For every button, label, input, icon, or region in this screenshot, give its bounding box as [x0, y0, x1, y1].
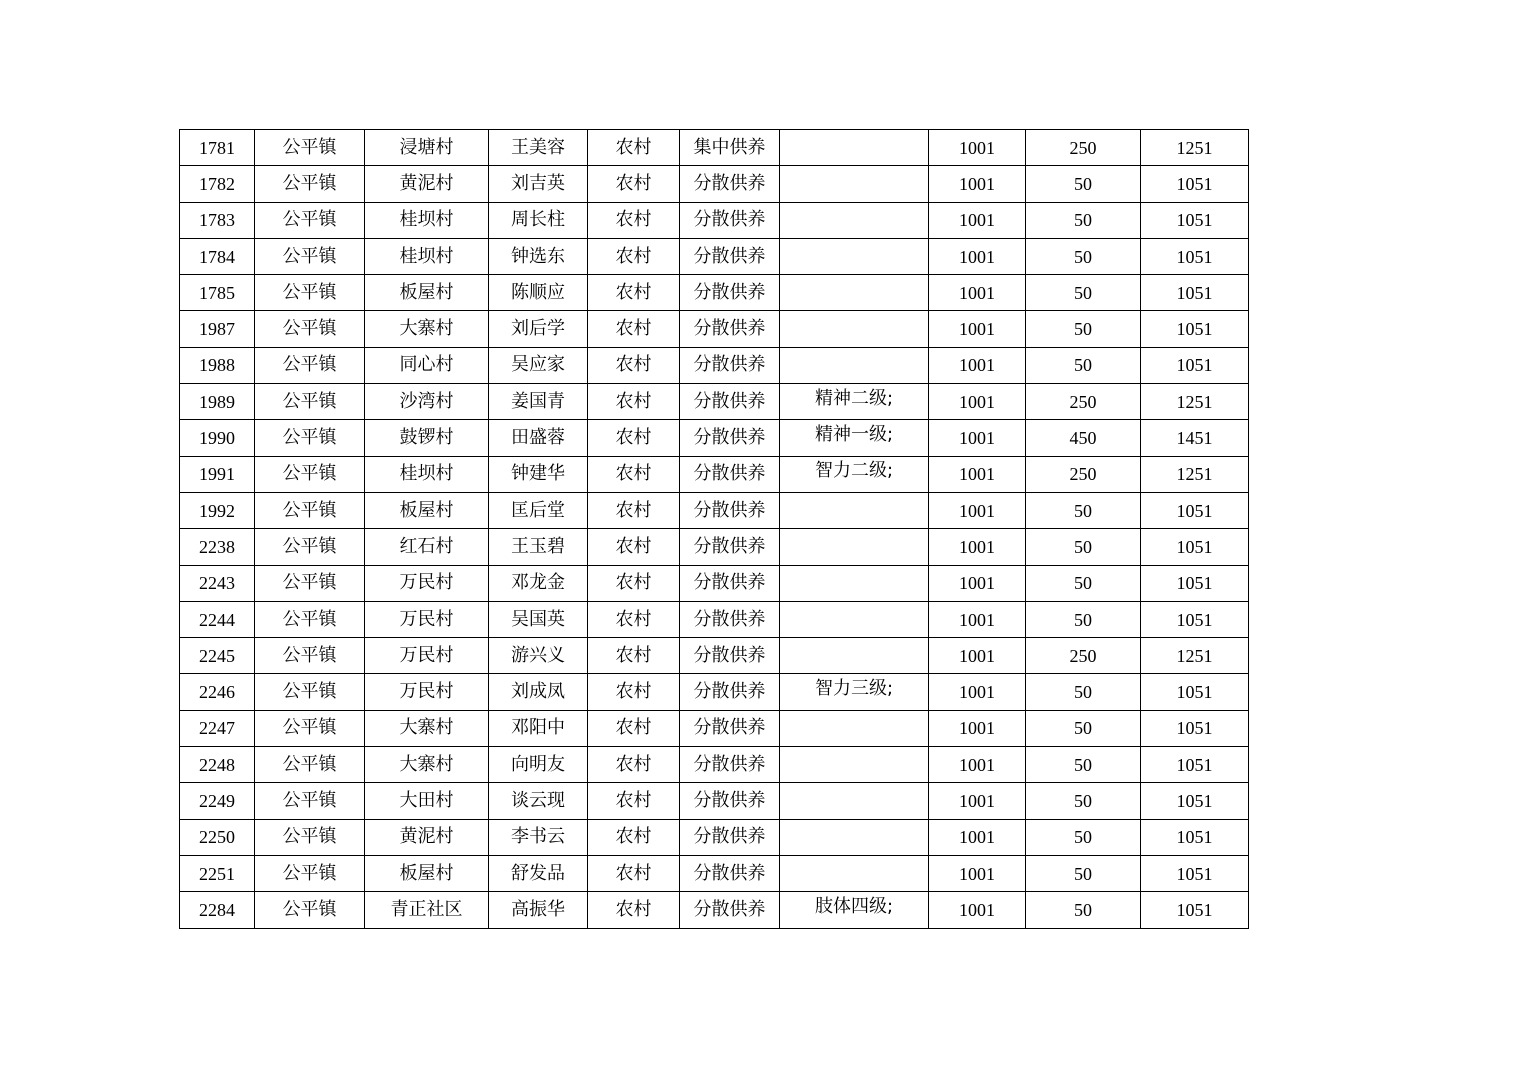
cell-total-amount: 1051	[1141, 275, 1249, 311]
cell-serial-number: 2247	[180, 710, 255, 746]
cell-support-type: 分散供养	[680, 202, 780, 238]
cell-serial-number: 1991	[180, 456, 255, 492]
cell-subsidy-amount: 50	[1026, 529, 1141, 565]
cell-total-amount: 1051	[1141, 892, 1249, 928]
roster-table	[179, 129, 1249, 929]
cell-township: 公平镇	[255, 565, 365, 601]
cell-base-amount: 1001	[929, 384, 1026, 420]
cell-village: 万民村	[365, 674, 489, 710]
cell-total-amount: 1251	[1141, 384, 1249, 420]
table-row	[180, 710, 1249, 746]
cell-base-amount: 1001	[929, 892, 1026, 928]
cell-township: 公平镇	[255, 674, 365, 710]
table-row	[180, 130, 1249, 166]
cell-village: 沙湾村	[365, 384, 489, 420]
cell-base-amount: 1001	[929, 166, 1026, 202]
cell-total-amount: 1051	[1141, 674, 1249, 710]
cell-household-type: 农村	[588, 638, 680, 674]
cell-name: 刘成凤	[489, 674, 588, 710]
cell-household-type: 农村	[588, 855, 680, 891]
cell-serial-number: 2251	[180, 855, 255, 891]
cell-township: 公平镇	[255, 710, 365, 746]
cell-serial-number: 2245	[180, 638, 255, 674]
cell-subsidy-amount: 50	[1026, 202, 1141, 238]
cell-township: 公平镇	[255, 166, 365, 202]
cell-township: 公平镇	[255, 384, 365, 420]
cell-subsidy-amount: 250	[1026, 130, 1141, 166]
table-row	[180, 347, 1249, 383]
cell-village: 浸塘村	[365, 130, 489, 166]
cell-support-type: 分散供养	[680, 529, 780, 565]
cell-total-amount: 1051	[1141, 855, 1249, 891]
cell-total-amount: 1051	[1141, 311, 1249, 347]
cell-household-type: 农村	[588, 347, 680, 383]
cell-household-type: 农村	[588, 747, 680, 783]
table-row	[180, 565, 1249, 601]
cell-base-amount: 1001	[929, 202, 1026, 238]
cell-township: 公平镇	[255, 347, 365, 383]
cell-disability-note	[780, 130, 929, 166]
cell-serial-number: 1783	[180, 202, 255, 238]
cell-support-type: 分散供养	[680, 565, 780, 601]
cell-support-type: 分散供养	[680, 674, 780, 710]
cell-village: 青正社区	[365, 892, 489, 928]
cell-name: 王玉碧	[489, 529, 588, 565]
cell-serial-number: 2250	[180, 819, 255, 855]
cell-township: 公平镇	[255, 892, 365, 928]
cell-total-amount: 1051	[1141, 492, 1249, 528]
cell-village: 万民村	[365, 638, 489, 674]
cell-disability-note	[780, 601, 929, 637]
cell-support-type: 分散供养	[680, 420, 780, 456]
cell-village: 大田村	[365, 783, 489, 819]
cell-name: 姜国青	[489, 384, 588, 420]
cell-total-amount: 1051	[1141, 747, 1249, 783]
cell-serial-number: 2248	[180, 747, 255, 783]
cell-support-type: 分散供养	[680, 783, 780, 819]
cell-disability-note	[780, 420, 929, 456]
cell-base-amount: 1001	[929, 275, 1026, 311]
disability-note-text: 智力二级;	[814, 460, 894, 482]
cell-township: 公平镇	[255, 202, 365, 238]
cell-disability-note	[780, 674, 929, 710]
cell-village: 鼓锣村	[365, 420, 489, 456]
cell-subsidy-amount: 50	[1026, 565, 1141, 601]
cell-subsidy-amount: 50	[1026, 166, 1141, 202]
table-row	[180, 819, 1249, 855]
cell-support-type: 分散供养	[680, 166, 780, 202]
cell-name: 李书云	[489, 819, 588, 855]
cell-household-type: 农村	[588, 384, 680, 420]
cell-base-amount: 1001	[929, 529, 1026, 565]
cell-village: 红石村	[365, 529, 489, 565]
cell-township: 公平镇	[255, 783, 365, 819]
cell-subsidy-amount: 50	[1026, 347, 1141, 383]
cell-disability-note	[780, 783, 929, 819]
cell-base-amount: 1001	[929, 347, 1026, 383]
cell-name: 钟建华	[489, 456, 588, 492]
cell-name: 陈顺应	[489, 275, 588, 311]
cell-subsidy-amount: 50	[1026, 311, 1141, 347]
cell-serial-number: 1785	[180, 275, 255, 311]
cell-name: 游兴义	[489, 638, 588, 674]
cell-serial-number: 1987	[180, 311, 255, 347]
cell-support-type: 分散供养	[680, 601, 780, 637]
cell-disability-note	[780, 456, 929, 492]
cell-total-amount: 1051	[1141, 710, 1249, 746]
cell-base-amount: 1001	[929, 420, 1026, 456]
cell-township: 公平镇	[255, 747, 365, 783]
cell-name: 刘后学	[489, 311, 588, 347]
cell-total-amount: 1051	[1141, 238, 1249, 274]
cell-subsidy-amount: 450	[1026, 420, 1141, 456]
table-row	[180, 238, 1249, 274]
cell-disability-note	[780, 311, 929, 347]
cell-support-type: 分散供养	[680, 892, 780, 928]
cell-base-amount: 1001	[929, 130, 1026, 166]
table-row	[180, 384, 1249, 420]
cell-support-type: 分散供养	[680, 819, 780, 855]
cell-support-type: 分散供养	[680, 638, 780, 674]
cell-township: 公平镇	[255, 275, 365, 311]
cell-name: 邓龙金	[489, 565, 588, 601]
cell-subsidy-amount: 50	[1026, 855, 1141, 891]
cell-disability-note	[780, 492, 929, 528]
table-row	[180, 747, 1249, 783]
disability-note-text: 智力三级;	[814, 678, 894, 700]
cell-disability-note	[780, 819, 929, 855]
cell-total-amount: 1251	[1141, 130, 1249, 166]
cell-total-amount: 1051	[1141, 529, 1249, 565]
cell-village: 板屋村	[365, 855, 489, 891]
cell-subsidy-amount: 50	[1026, 747, 1141, 783]
cell-subsidy-amount: 50	[1026, 710, 1141, 746]
cell-township: 公平镇	[255, 855, 365, 891]
cell-township: 公平镇	[255, 456, 365, 492]
cell-support-type: 分散供养	[680, 855, 780, 891]
roster-table-body	[180, 130, 1249, 929]
cell-disability-note	[780, 238, 929, 274]
cell-base-amount: 1001	[929, 311, 1026, 347]
disability-note-text: 肢体四级;	[814, 895, 894, 917]
cell-serial-number: 1990	[180, 420, 255, 456]
cell-subsidy-amount: 50	[1026, 275, 1141, 311]
cell-base-amount: 1001	[929, 674, 1026, 710]
cell-serial-number: 2246	[180, 674, 255, 710]
cell-village: 桂坝村	[365, 202, 489, 238]
cell-name: 周长柱	[489, 202, 588, 238]
cell-village: 桂坝村	[365, 238, 489, 274]
cell-village: 大寨村	[365, 710, 489, 746]
cell-household-type: 农村	[588, 492, 680, 528]
cell-serial-number: 2243	[180, 565, 255, 601]
table-row	[180, 202, 1249, 238]
cell-name: 邓阳中	[489, 710, 588, 746]
cell-name: 吴应家	[489, 347, 588, 383]
cell-total-amount: 1051	[1141, 783, 1249, 819]
cell-support-type: 分散供养	[680, 384, 780, 420]
cell-total-amount: 1051	[1141, 347, 1249, 383]
cell-household-type: 农村	[588, 710, 680, 746]
cell-disability-note	[780, 638, 929, 674]
table-row	[180, 783, 1249, 819]
cell-base-amount: 1001	[929, 710, 1026, 746]
cell-name: 钟选东	[489, 238, 588, 274]
cell-serial-number: 1781	[180, 130, 255, 166]
cell-disability-note	[780, 166, 929, 202]
cell-township: 公平镇	[255, 638, 365, 674]
cell-household-type: 农村	[588, 275, 680, 311]
cell-household-type: 农村	[588, 601, 680, 637]
cell-serial-number: 2284	[180, 892, 255, 928]
cell-subsidy-amount: 50	[1026, 892, 1141, 928]
table-row	[180, 855, 1249, 891]
cell-support-type: 分散供养	[680, 238, 780, 274]
cell-base-amount: 1001	[929, 492, 1026, 528]
cell-subsidy-amount: 250	[1026, 638, 1141, 674]
cell-township: 公平镇	[255, 311, 365, 347]
cell-name: 刘吉英	[489, 166, 588, 202]
cell-name: 高振华	[489, 892, 588, 928]
cell-township: 公平镇	[255, 420, 365, 456]
cell-village: 万民村	[365, 565, 489, 601]
cell-disability-note	[780, 710, 929, 746]
cell-subsidy-amount: 250	[1026, 384, 1141, 420]
cell-household-type: 农村	[588, 166, 680, 202]
cell-household-type: 农村	[588, 819, 680, 855]
cell-base-amount: 1001	[929, 638, 1026, 674]
cell-village: 大寨村	[365, 311, 489, 347]
cell-support-type: 分散供养	[680, 275, 780, 311]
cell-village: 板屋村	[365, 275, 489, 311]
cell-village: 黄泥村	[365, 166, 489, 202]
table-row	[180, 311, 1249, 347]
cell-name: 向明友	[489, 747, 588, 783]
cell-total-amount: 1051	[1141, 565, 1249, 601]
cell-base-amount: 1001	[929, 855, 1026, 891]
cell-total-amount: 1051	[1141, 202, 1249, 238]
cell-base-amount: 1001	[929, 783, 1026, 819]
cell-subsidy-amount: 50	[1026, 492, 1141, 528]
cell-township: 公平镇	[255, 601, 365, 637]
cell-disability-note	[780, 565, 929, 601]
cell-support-type: 分散供养	[680, 492, 780, 528]
cell-village: 同心村	[365, 347, 489, 383]
cell-total-amount: 1051	[1141, 819, 1249, 855]
cell-subsidy-amount: 50	[1026, 783, 1141, 819]
table-row	[180, 456, 1249, 492]
cell-household-type: 农村	[588, 529, 680, 565]
cell-household-type: 农村	[588, 783, 680, 819]
table-row	[180, 275, 1249, 311]
cell-village: 万民村	[365, 601, 489, 637]
cell-total-amount: 1451	[1141, 420, 1249, 456]
table-row	[180, 166, 1249, 202]
cell-disability-note	[780, 855, 929, 891]
cell-base-amount: 1001	[929, 601, 1026, 637]
table-row	[180, 892, 1249, 928]
cell-name: 王美容	[489, 130, 588, 166]
cell-total-amount: 1051	[1141, 601, 1249, 637]
cell-household-type: 农村	[588, 456, 680, 492]
cell-subsidy-amount: 250	[1026, 456, 1141, 492]
cell-base-amount: 1001	[929, 456, 1026, 492]
cell-household-type: 农村	[588, 674, 680, 710]
cell-name: 匡后堂	[489, 492, 588, 528]
cell-township: 公平镇	[255, 130, 365, 166]
cell-total-amount: 1051	[1141, 166, 1249, 202]
disability-note-text: 精神二级;	[814, 387, 894, 409]
table-row	[180, 529, 1249, 565]
cell-serial-number: 1782	[180, 166, 255, 202]
cell-township: 公平镇	[255, 529, 365, 565]
cell-village: 黄泥村	[365, 819, 489, 855]
cell-base-amount: 1001	[929, 747, 1026, 783]
table-row	[180, 674, 1249, 710]
cell-serial-number: 1989	[180, 384, 255, 420]
cell-household-type: 农村	[588, 202, 680, 238]
cell-household-type: 农村	[588, 238, 680, 274]
cell-serial-number: 1784	[180, 238, 255, 274]
cell-disability-note	[780, 275, 929, 311]
cell-support-type: 分散供养	[680, 747, 780, 783]
cell-subsidy-amount: 50	[1026, 238, 1141, 274]
cell-village: 大寨村	[365, 747, 489, 783]
cell-subsidy-amount: 50	[1026, 601, 1141, 637]
cell-support-type: 分散供养	[680, 347, 780, 383]
cell-serial-number: 1988	[180, 347, 255, 383]
cell-total-amount: 1251	[1141, 456, 1249, 492]
cell-household-type: 农村	[588, 311, 680, 347]
cell-village: 板屋村	[365, 492, 489, 528]
cell-name: 谈云现	[489, 783, 588, 819]
cell-disability-note	[780, 529, 929, 565]
cell-name: 舒发品	[489, 855, 588, 891]
cell-disability-note	[780, 747, 929, 783]
cell-household-type: 农村	[588, 130, 680, 166]
cell-disability-note	[780, 347, 929, 383]
cell-name: 田盛蓉	[489, 420, 588, 456]
cell-name: 吴国英	[489, 601, 588, 637]
cell-base-amount: 1001	[929, 238, 1026, 274]
cell-township: 公平镇	[255, 819, 365, 855]
cell-household-type: 农村	[588, 420, 680, 456]
cell-support-type: 集中供养	[680, 130, 780, 166]
cell-disability-note	[780, 202, 929, 238]
cell-village: 桂坝村	[365, 456, 489, 492]
cell-support-type: 分散供养	[680, 311, 780, 347]
cell-total-amount: 1251	[1141, 638, 1249, 674]
cell-disability-note	[780, 384, 929, 420]
table-row	[180, 492, 1249, 528]
cell-support-type: 分散供养	[680, 456, 780, 492]
table-row	[180, 601, 1249, 637]
cell-serial-number: 2238	[180, 529, 255, 565]
cell-disability-note	[780, 892, 929, 928]
cell-serial-number: 1992	[180, 492, 255, 528]
cell-serial-number: 2249	[180, 783, 255, 819]
cell-serial-number: 2244	[180, 601, 255, 637]
disability-note-text: 精神一级;	[814, 424, 894, 446]
cell-subsidy-amount: 50	[1026, 819, 1141, 855]
table-row	[180, 638, 1249, 674]
cell-township: 公平镇	[255, 492, 365, 528]
cell-household-type: 农村	[588, 892, 680, 928]
cell-support-type: 分散供养	[680, 710, 780, 746]
table-row	[180, 420, 1249, 456]
cell-subsidy-amount: 50	[1026, 674, 1141, 710]
cell-household-type: 农村	[588, 565, 680, 601]
cell-base-amount: 1001	[929, 819, 1026, 855]
cell-township: 公平镇	[255, 238, 365, 274]
cell-base-amount: 1001	[929, 565, 1026, 601]
